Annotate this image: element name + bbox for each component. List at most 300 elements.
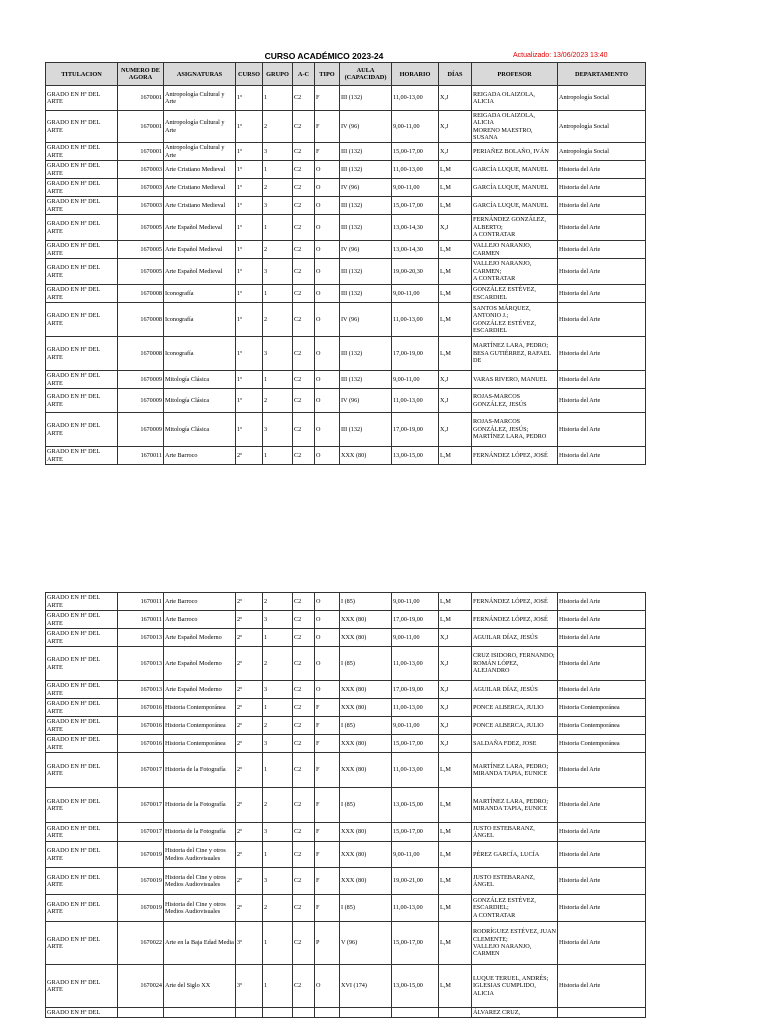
header-titulacion: TITULACION bbox=[46, 63, 118, 86]
cell-numero-agora: 1670009 bbox=[118, 413, 164, 447]
cell-horario: 15,00-17,00 bbox=[392, 922, 439, 965]
cell-aula: III (132) bbox=[340, 86, 392, 111]
cell-dias: X,J bbox=[439, 681, 472, 699]
cell-aula: XXX (80) bbox=[340, 823, 392, 842]
cell-ac: C2 bbox=[293, 868, 315, 895]
cell-grupo: 3 bbox=[263, 337, 293, 371]
cell-tipo: F bbox=[315, 111, 340, 143]
cell-departamento: Historia del Arte bbox=[558, 593, 646, 611]
cell-departamento: Historia del Arte bbox=[558, 842, 646, 868]
cell-numero-agora: 1670008 bbox=[118, 303, 164, 337]
cell-tipo: O bbox=[315, 179, 340, 197]
table-row bbox=[46, 735, 646, 753]
table-row bbox=[46, 86, 646, 111]
cell-numero-agora: 1670013 bbox=[118, 629, 164, 647]
cell-dias: L,M bbox=[439, 611, 472, 629]
cell-numero-agora: 1670001 bbox=[118, 143, 164, 161]
cell-grupo: 2 bbox=[263, 593, 293, 611]
cell-horario: 17,00-19,00 bbox=[392, 681, 439, 699]
cell-asignatura: Mitología Clásica bbox=[164, 413, 236, 447]
cell-aula: I (85) bbox=[340, 647, 392, 681]
cell-numero-agora: 1670022 bbox=[118, 922, 164, 965]
cell-horario: 19,00-20,30 bbox=[392, 259, 439, 285]
cell-horario: 13,00-15,00 bbox=[392, 788, 439, 823]
cell-grupo: 1 bbox=[263, 922, 293, 965]
cell-dias: X,J bbox=[439, 371, 472, 389]
cell-tipo: O bbox=[315, 259, 340, 285]
table-row bbox=[46, 179, 646, 197]
table-row bbox=[46, 303, 646, 337]
cell-horario: 15,00-17,00 bbox=[392, 143, 439, 161]
cell-grupo: 3 bbox=[263, 823, 293, 842]
cell-ac: C2 bbox=[293, 922, 315, 965]
cell-aula: XXX (80) bbox=[340, 611, 392, 629]
cell-grupo: 3 bbox=[263, 197, 293, 215]
cell-ac: C2 bbox=[293, 303, 315, 337]
cell-titulacion: GRADO EN Hª DEL ARTE bbox=[46, 647, 118, 681]
cell-asignatura: Antropología Cultural y Arte bbox=[164, 143, 236, 161]
cell-dias: X,J bbox=[439, 389, 472, 413]
cell-horario: 11,00-13,00 bbox=[392, 161, 439, 179]
cell-tipo: F bbox=[315, 735, 340, 753]
cell-profesor: VALLEJO NARANJO, CARMEN bbox=[472, 241, 558, 259]
cell-profesor: SALDAÑA FDEZ, JOSE bbox=[472, 735, 558, 753]
header-aula: AULA (CAPACIDAD) bbox=[340, 63, 392, 86]
cell-curso: 2º bbox=[236, 895, 263, 922]
header-horario: HORARIO bbox=[392, 63, 439, 86]
table-row bbox=[46, 161, 646, 179]
cell-numero-agora: 1670019 bbox=[118, 868, 164, 895]
cell-curso: 2º bbox=[236, 681, 263, 699]
table-row bbox=[46, 285, 646, 303]
cell-grupo: 1 bbox=[263, 447, 293, 465]
cell-numero-agora: 1670009 bbox=[118, 371, 164, 389]
cell-dias: L,M bbox=[439, 868, 472, 895]
cell-ac: C2 bbox=[293, 842, 315, 868]
cell-tipo: F bbox=[315, 868, 340, 895]
cell-tipo: O bbox=[315, 681, 340, 699]
table-row bbox=[46, 259, 646, 285]
cell-departamento: Historia Contemporánea bbox=[558, 735, 646, 753]
cell-numero-agora: 1670011 bbox=[118, 447, 164, 465]
table-row bbox=[46, 371, 646, 389]
cell-profesor: PONCE ALBERCA, JULIO bbox=[472, 717, 558, 735]
cell-asignatura: Arte del Siglo XX bbox=[164, 965, 236, 1008]
cell-aula: III (132) bbox=[340, 161, 392, 179]
cell-curso: 1º bbox=[236, 413, 263, 447]
cell-grupo: 3 bbox=[263, 735, 293, 753]
cell-horario: 9,00-11,00 bbox=[392, 111, 439, 143]
cell-tipo: F bbox=[315, 717, 340, 735]
table-row bbox=[46, 788, 646, 823]
cell-titulacion: GRADO EN Hª DEL ARTE bbox=[46, 86, 118, 111]
cell-titulacion: GRADO EN Hª DEL ARTE bbox=[46, 922, 118, 965]
cell-curso: 2º bbox=[236, 699, 263, 717]
cell-numero-agora bbox=[118, 1008, 164, 1018]
cell-tipo: F bbox=[315, 895, 340, 922]
cell-numero-agora: 1670019 bbox=[118, 842, 164, 868]
cell-numero-agora: 1670016 bbox=[118, 717, 164, 735]
cell-titulacion: GRADO EN Hª DEL ARTE bbox=[46, 197, 118, 215]
cell-profesor: MARTÍNEZ LARA, PEDRO; MIRANDA TAPIA, EUNICE bbox=[472, 753, 558, 788]
cell-grupo: 1 bbox=[263, 629, 293, 647]
table-row bbox=[46, 868, 646, 895]
cell-aula: V (96) bbox=[340, 922, 392, 965]
cell-grupo: 3 bbox=[263, 259, 293, 285]
cell-horario: 11,00-13,00 bbox=[392, 303, 439, 337]
cell-asignatura: Historia del Cine y otros Medios Audiovisuales bbox=[164, 868, 236, 895]
cell-titulacion: GRADO EN Hª DEL ARTE bbox=[46, 753, 118, 788]
cell-dias: L,M bbox=[439, 593, 472, 611]
table-row bbox=[46, 823, 646, 842]
cell-tipo: O bbox=[315, 303, 340, 337]
cell-horario: 13,00-15,00 bbox=[392, 447, 439, 465]
cell-profesor: SANTOS MÁRQUEZ, ANTONIO J.; GONZÁLEZ ESTÉVEZ, ESCARDIEL bbox=[472, 303, 558, 337]
cell-departamento: Historia del Arte bbox=[558, 371, 646, 389]
cell-dias: X,J bbox=[439, 215, 472, 241]
cell-profesor: REIGADA OLAIZOLA, ALICIA MORENO MAESTRO, SUSANA bbox=[472, 111, 558, 143]
cell-grupo: 1 bbox=[263, 842, 293, 868]
cell-departamento: Historia del Arte bbox=[558, 611, 646, 629]
cell-profesor: JUSTO ESTEBARANZ, ÁNGEL bbox=[472, 823, 558, 842]
cell-tipo: O bbox=[315, 629, 340, 647]
cell-titulacion: GRADO EN Hª DEL ARTE bbox=[46, 337, 118, 371]
cell-tipo: O bbox=[315, 647, 340, 681]
cell-numero-agora: 1670008 bbox=[118, 337, 164, 371]
cell-curso: 1º bbox=[236, 111, 263, 143]
cell-curso: 1º bbox=[236, 197, 263, 215]
cell-profesor: MARTÍNEZ LARA, PEDRO; MIRANDA TAPIA, EUNICE bbox=[472, 788, 558, 823]
cell-dias: L,M bbox=[439, 823, 472, 842]
cell-asignatura: Iconografía bbox=[164, 285, 236, 303]
cell-profesor: PONCE ALBERCA, JULIO bbox=[472, 699, 558, 717]
cell-departamento: Historia del Arte bbox=[558, 389, 646, 413]
cell-ac: C2 bbox=[293, 647, 315, 681]
cell-numero-agora: 1670013 bbox=[118, 647, 164, 681]
cell-grupo: 2 bbox=[263, 788, 293, 823]
cell-asignatura: Historia Contemporánea bbox=[164, 735, 236, 753]
cell-grupo: 1 bbox=[263, 86, 293, 111]
cell-dias: X,J bbox=[439, 111, 472, 143]
cell-titulacion: GRADO EN Hª DEL ARTE bbox=[46, 965, 118, 1008]
cell-aula: IV (96) bbox=[340, 303, 392, 337]
cell-aula: XXX (80) bbox=[340, 753, 392, 788]
cell-dias bbox=[439, 1008, 472, 1018]
cell-aula: XXX (80) bbox=[340, 842, 392, 868]
cell-departamento: Historia del Arte bbox=[558, 823, 646, 842]
cell-titulacion: GRADO EN Hª DEL ARTE bbox=[46, 413, 118, 447]
cell-numero-agora: 1670005 bbox=[118, 215, 164, 241]
cell-dias: L,M bbox=[439, 895, 472, 922]
cell-titulacion: GRADO EN Hª DEL ARTE bbox=[46, 215, 118, 241]
cell-grupo: 2 bbox=[263, 111, 293, 143]
cell-horario: 13,00-14,30 bbox=[392, 241, 439, 259]
cell-tipo: O bbox=[315, 593, 340, 611]
cell-numero-agora: 1670017 bbox=[118, 823, 164, 842]
cell-titulacion: GRADO EN Hª DEL ARTE bbox=[46, 842, 118, 868]
cell-departamento: Historia del Arte bbox=[558, 337, 646, 371]
cell-asignatura: Arte Español Moderno bbox=[164, 647, 236, 681]
cell-profesor: REIGADA OLAIZOLA, ALICIA bbox=[472, 86, 558, 111]
cell-ac: C2 bbox=[293, 371, 315, 389]
cell-profesor: GARCÍA LUQUE, MANUEL bbox=[472, 197, 558, 215]
cell-horario bbox=[392, 1008, 439, 1018]
cell-horario: 13,00-14,30 bbox=[392, 215, 439, 241]
cell-ac: C2 bbox=[293, 143, 315, 161]
cell-dias: L,M bbox=[439, 241, 472, 259]
cell-asignatura: Historia Contemporánea bbox=[164, 699, 236, 717]
table-row bbox=[46, 413, 646, 447]
cell-dias: X,J bbox=[439, 699, 472, 717]
cell-titulacion: GRADO EN Hª DEL ARTE bbox=[46, 681, 118, 699]
cell-asignatura: Historia de la Fotografía bbox=[164, 753, 236, 788]
cell-aula: I (85) bbox=[340, 717, 392, 735]
cell-asignatura bbox=[164, 1008, 236, 1018]
cell-horario: 17,00-19,00 bbox=[392, 413, 439, 447]
cell-aula bbox=[340, 1008, 392, 1018]
cell-titulacion: GRADO EN Hª DEL bbox=[46, 1008, 118, 1018]
cell-titulacion: GRADO EN Hª DEL ARTE bbox=[46, 143, 118, 161]
cell-titulacion: GRADO EN Hª DEL ARTE bbox=[46, 868, 118, 895]
cell-curso: 2º bbox=[236, 788, 263, 823]
cell-curso: 3º bbox=[236, 922, 263, 965]
cell-dias: L,M bbox=[439, 179, 472, 197]
cell-titulacion: GRADO EN Hª DEL ARTE bbox=[46, 447, 118, 465]
cell-aula: IV (96) bbox=[340, 179, 392, 197]
cell-grupo: 1 bbox=[263, 371, 293, 389]
cell-dias: L,M bbox=[439, 922, 472, 965]
cell-grupo: 1 bbox=[263, 215, 293, 241]
cell-aula: XVI (174) bbox=[340, 965, 392, 1008]
cell-dias: X,J bbox=[439, 647, 472, 681]
cell-profesor: GARCÍA LUQUE, MANUEL bbox=[472, 179, 558, 197]
cell-curso: 2º bbox=[236, 823, 263, 842]
cell-asignatura: Arte Barroco bbox=[164, 593, 236, 611]
cell-numero-agora: 1670016 bbox=[118, 699, 164, 717]
cell-horario: 17,00-19,00 bbox=[392, 611, 439, 629]
cell-asignatura: Arte Español Medieval bbox=[164, 259, 236, 285]
cell-dias: L,M bbox=[439, 197, 472, 215]
cell-departamento: Historia Contemporánea bbox=[558, 717, 646, 735]
table-row bbox=[46, 629, 646, 647]
cell-asignatura: Antropología Cultural y Arte bbox=[164, 86, 236, 111]
cell-ac: C2 bbox=[293, 965, 315, 1008]
cell-departamento: Historia del Arte bbox=[558, 259, 646, 285]
cell-ac: C2 bbox=[293, 753, 315, 788]
cell-titulacion: GRADO EN Hª DEL ARTE bbox=[46, 823, 118, 842]
cell-grupo: 3 bbox=[263, 413, 293, 447]
cell-asignatura: Iconografía bbox=[164, 303, 236, 337]
cell-aula: XXX (80) bbox=[340, 629, 392, 647]
cell-tipo: F bbox=[315, 143, 340, 161]
cell-grupo: 2 bbox=[263, 895, 293, 922]
cell-titulacion: GRADO EN Hª DEL ARTE bbox=[46, 285, 118, 303]
cell-titulacion: GRADO EN Hª DEL ARTE bbox=[46, 593, 118, 611]
cell-horario: 19,00-21,00 bbox=[392, 868, 439, 895]
cell-asignatura: Historia de la Fotografía bbox=[164, 788, 236, 823]
cell-curso: 1º bbox=[236, 259, 263, 285]
cell-tipo: O bbox=[315, 241, 340, 259]
cell-numero-agora: 1670011 bbox=[118, 593, 164, 611]
cell-ac: C2 bbox=[293, 337, 315, 371]
cell-horario: 9,00-11,00 bbox=[392, 717, 439, 735]
cell-ac: C2 bbox=[293, 447, 315, 465]
cell-ac: C2 bbox=[293, 717, 315, 735]
cell-numero-agora: 1670003 bbox=[118, 161, 164, 179]
cell-horario: 11,00-13,00 bbox=[392, 86, 439, 111]
table-row bbox=[46, 447, 646, 465]
table-row bbox=[46, 197, 646, 215]
cell-profesor: FERNÁNDEZ GONZÁLEZ, ALBERTO; A CONTRATAR bbox=[472, 215, 558, 241]
cell-profesor: PÉREZ GARCÍA, LUCÍA bbox=[472, 842, 558, 868]
cell-grupo: 3 bbox=[263, 868, 293, 895]
cell-tipo: O bbox=[315, 371, 340, 389]
cell-grupo: 2 bbox=[263, 647, 293, 681]
cell-titulacion: GRADO EN Hª DEL ARTE bbox=[46, 629, 118, 647]
cell-profesor: FERNÁNDEZ LÓPEZ, JOSÉ bbox=[472, 447, 558, 465]
cell-profesor: PERIAÑEZ BOLAÑO, IVÁN bbox=[472, 143, 558, 161]
cell-profesor: VALLEJO NARANJO, CARMEN; A CONTRATAR bbox=[472, 259, 558, 285]
cell-departamento: Historia del Arte bbox=[558, 965, 646, 1008]
cell-grupo: 2 bbox=[263, 303, 293, 337]
cell-departamento: Historia Contemporánea bbox=[558, 699, 646, 717]
cell-numero-agora: 1670003 bbox=[118, 179, 164, 197]
table-row bbox=[46, 647, 646, 681]
document-title: CURSO ACADÉMICO 2023-24 bbox=[264, 51, 384, 61]
cell-profesor: FERNÁNDEZ LÓPEZ, JOSÉ bbox=[472, 611, 558, 629]
cell-asignatura: Arte Cristiano Medieval bbox=[164, 161, 236, 179]
table-row bbox=[46, 389, 646, 413]
cell-dias: X,J bbox=[439, 86, 472, 111]
cell-departamento: Historia del Arte bbox=[558, 647, 646, 681]
cell-curso: 1º bbox=[236, 371, 263, 389]
cell-profesor: ROJAS-MARCOS GONZÁLEZ, JESÚS bbox=[472, 389, 558, 413]
cell-aula: I (85) bbox=[340, 788, 392, 823]
cell-aula: XXX (80) bbox=[340, 447, 392, 465]
cell-ac: C2 bbox=[293, 111, 315, 143]
cell-aula: III (132) bbox=[340, 413, 392, 447]
table-row bbox=[46, 111, 646, 143]
cell-numero-agora: 1670008 bbox=[118, 285, 164, 303]
table-row bbox=[46, 1008, 646, 1018]
cell-horario: 9,00-11,00 bbox=[392, 842, 439, 868]
cell-ac: C2 bbox=[293, 611, 315, 629]
cell-curso: 1º bbox=[236, 143, 263, 161]
cell-tipo: O bbox=[315, 389, 340, 413]
cell-profesor: AGUILAR DÍAZ, JESÚS bbox=[472, 629, 558, 647]
header-ac: A-C bbox=[293, 63, 315, 86]
cell-horario: 15,00-17,00 bbox=[392, 735, 439, 753]
cell-horario: 13,00-15,00 bbox=[392, 965, 439, 1008]
cell-aula: IV (96) bbox=[340, 389, 392, 413]
cell-aula: III (132) bbox=[340, 259, 392, 285]
cell-dias: X,J bbox=[439, 413, 472, 447]
cell-tipo: F bbox=[315, 86, 340, 111]
cell-ac: C2 bbox=[293, 389, 315, 413]
cell-asignatura: Arte en la Baja Edad Media bbox=[164, 922, 236, 965]
cell-ac: C2 bbox=[293, 413, 315, 447]
cell-asignatura: Arte Español Moderno bbox=[164, 681, 236, 699]
cell-tipo: F bbox=[315, 699, 340, 717]
table-row bbox=[46, 922, 646, 965]
cell-grupo: 1 bbox=[263, 699, 293, 717]
cell-titulacion: GRADO EN Hª DEL ARTE bbox=[46, 699, 118, 717]
cell-dias: L,M bbox=[439, 303, 472, 337]
cell-dias: L,M bbox=[439, 285, 472, 303]
cell-curso: 1º bbox=[236, 241, 263, 259]
header-curso: CURSO bbox=[236, 63, 263, 86]
cell-dias: L,M bbox=[439, 753, 472, 788]
cell-titulacion: GRADO EN Hª DEL ARTE bbox=[46, 717, 118, 735]
cell-ac: C2 bbox=[293, 197, 315, 215]
cell-aula: IV (96) bbox=[340, 241, 392, 259]
table-row bbox=[46, 699, 646, 717]
table-row bbox=[46, 593, 646, 611]
cell-ac: C2 bbox=[293, 215, 315, 241]
header-numero-agora: NUMERO DE AGORA bbox=[118, 63, 164, 86]
cell-asignatura: Arte Español Medieval bbox=[164, 241, 236, 259]
cell-aula: XXX (80) bbox=[340, 681, 392, 699]
cell-curso: 2º bbox=[236, 753, 263, 788]
cell-grupo: 3 bbox=[263, 611, 293, 629]
cell-curso bbox=[236, 1008, 263, 1018]
cell-curso: 2º bbox=[236, 447, 263, 465]
cell-ac: C2 bbox=[293, 699, 315, 717]
cell-profesor: JUSTO ESTEBARANZ, ÁNGEL bbox=[472, 868, 558, 895]
cell-asignatura: Mitología Clásica bbox=[164, 371, 236, 389]
table-row bbox=[46, 717, 646, 735]
cell-ac: C2 bbox=[293, 681, 315, 699]
cell-horario: 9,00-11,00 bbox=[392, 629, 439, 647]
cell-grupo: 2 bbox=[263, 179, 293, 197]
cell-departamento: Historia del Arte bbox=[558, 788, 646, 823]
cell-grupo: 2 bbox=[263, 389, 293, 413]
cell-tipo: O bbox=[315, 161, 340, 179]
cell-ac: C2 bbox=[293, 895, 315, 922]
cell-asignatura: Arte Barroco bbox=[164, 447, 236, 465]
cell-curso: 1º bbox=[236, 285, 263, 303]
table-row bbox=[46, 241, 646, 259]
cell-grupo: 3 bbox=[263, 143, 293, 161]
cell-ac: C2 bbox=[293, 593, 315, 611]
cell-aula: III (132) bbox=[340, 197, 392, 215]
cell-curso: 1º bbox=[236, 303, 263, 337]
cell-ac: C2 bbox=[293, 823, 315, 842]
cell-curso: 2º bbox=[236, 611, 263, 629]
cell-tipo: F bbox=[315, 788, 340, 823]
cell-dias: L,M bbox=[439, 259, 472, 285]
cell-ac: C2 bbox=[293, 86, 315, 111]
cell-titulacion: GRADO EN Hª DEL ARTE bbox=[46, 259, 118, 285]
cell-curso: 2º bbox=[236, 629, 263, 647]
cell-dias: X,J bbox=[439, 717, 472, 735]
table-row bbox=[46, 215, 646, 241]
cell-titulacion: GRADO EN Hª DEL ARTE bbox=[46, 735, 118, 753]
cell-tipo: O bbox=[315, 285, 340, 303]
cell-departamento: Antropología Social bbox=[558, 111, 646, 143]
cell-profesor: LUQUE TERUEL, ANDRÉS; IGLESIAS CUMPLIDO, ALICIA bbox=[472, 965, 558, 1008]
cell-asignatura: Arte Barroco bbox=[164, 611, 236, 629]
cell-tipo: P bbox=[315, 922, 340, 965]
cell-horario: 9,00-11,00 bbox=[392, 179, 439, 197]
cell-departamento: Historia del Arte bbox=[558, 303, 646, 337]
cell-profesor: GONZÁLEZ ESTÉVEZ, ESCARDIEL bbox=[472, 285, 558, 303]
cell-numero-agora: 1670001 bbox=[118, 111, 164, 143]
cell-ac: C2 bbox=[293, 285, 315, 303]
cell-tipo: F bbox=[315, 823, 340, 842]
cell-dias: X,J bbox=[439, 629, 472, 647]
cell-curso: 3º bbox=[236, 965, 263, 1008]
